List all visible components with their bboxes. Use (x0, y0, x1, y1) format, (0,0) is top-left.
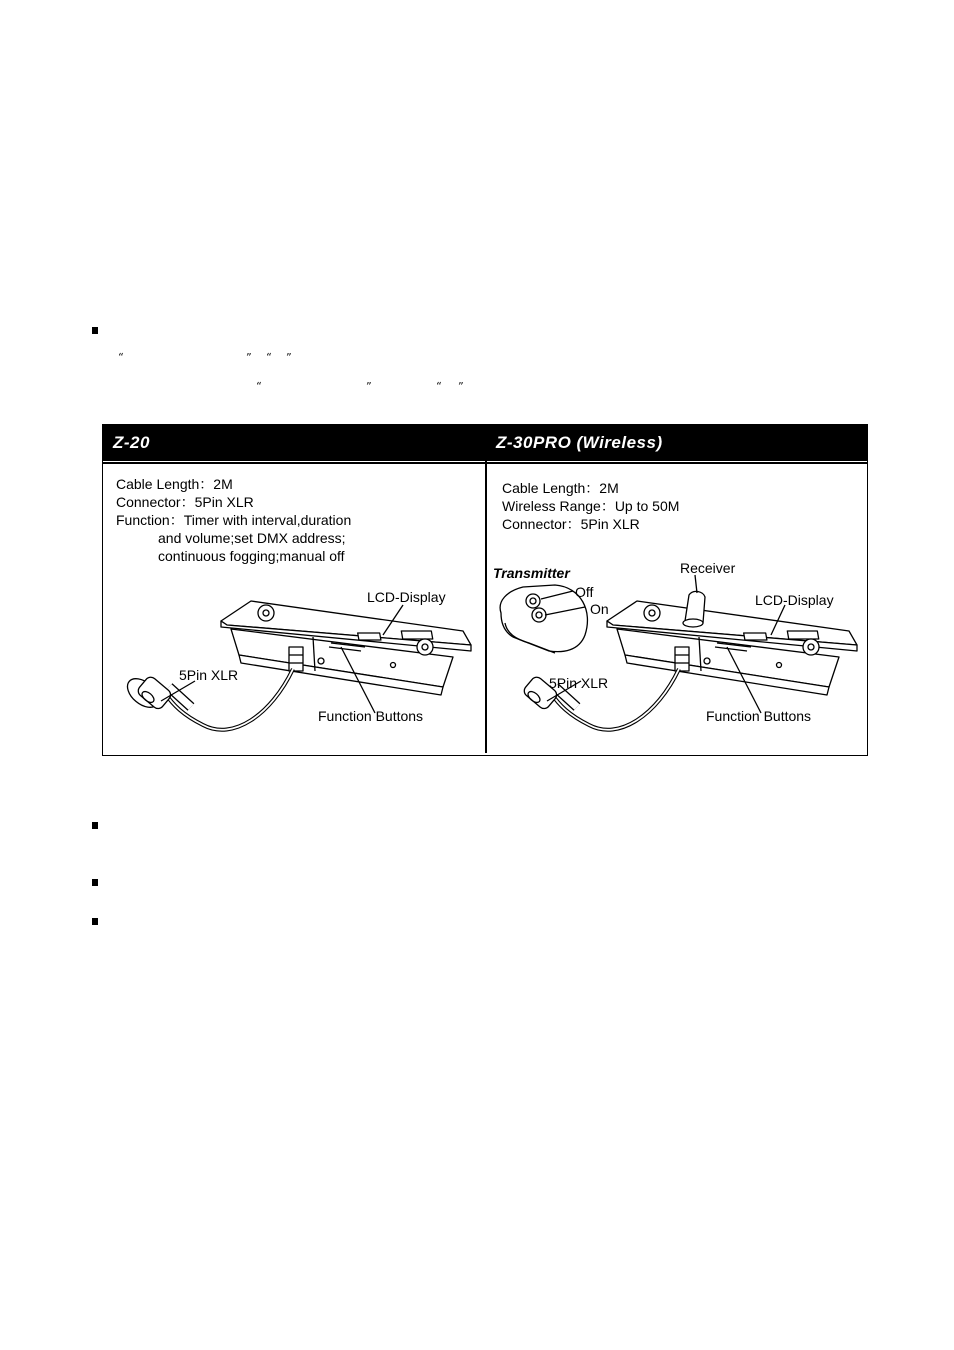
lcd-display-label: LCD-Display (755, 592, 834, 608)
bullet-marker (92, 822, 98, 829)
spec-line: Function：Timer with interval,duration (116, 512, 352, 528)
open-quote: “ (436, 380, 442, 393)
close-quote: ” (246, 351, 252, 364)
close-quote: ” (366, 380, 372, 393)
function-buttons-label: Function Buttons (706, 708, 812, 724)
close-quote: ” (458, 380, 464, 393)
model-title-z20: Z-20 (113, 433, 150, 452)
open-quote: “ (256, 380, 262, 393)
spec-line: Cable Length：2M (502, 480, 619, 496)
spec-line: and volume;set DMX address; (158, 530, 346, 546)
z30pro-controller-illustration (103, 425, 869, 755)
lcd-display-label: LCD-Display (367, 589, 446, 605)
xlr-label: 5Pin XLR (549, 675, 609, 691)
controller-comparison-panel (102, 424, 868, 756)
spec-line: Cable Length：2M (116, 476, 233, 492)
xlr-label: 5Pin XLR (179, 667, 239, 683)
open-quote: “ (118, 351, 124, 364)
spec-line: Connector：5Pin XLR (116, 494, 254, 510)
open-quote: “ (266, 351, 272, 364)
off-label: Off (575, 584, 594, 600)
bullet-marker (92, 327, 98, 334)
bullet-marker (92, 879, 98, 886)
spec-line: Wireless Range：Up to 50M (502, 498, 680, 514)
on-label: On (590, 601, 609, 617)
bullet-marker (92, 918, 98, 925)
close-quote: ” (286, 351, 292, 364)
transmitter-label: Transmitter (493, 565, 570, 581)
function-buttons-label: Function Buttons (318, 708, 424, 724)
receiver-label: Receiver (680, 560, 736, 576)
spec-line: Connector：5Pin XLR (502, 516, 640, 532)
spec-line: continuous fogging;manual off (158, 548, 345, 564)
model-title-z30pro: Z-30PRO (Wireless) (496, 433, 663, 452)
